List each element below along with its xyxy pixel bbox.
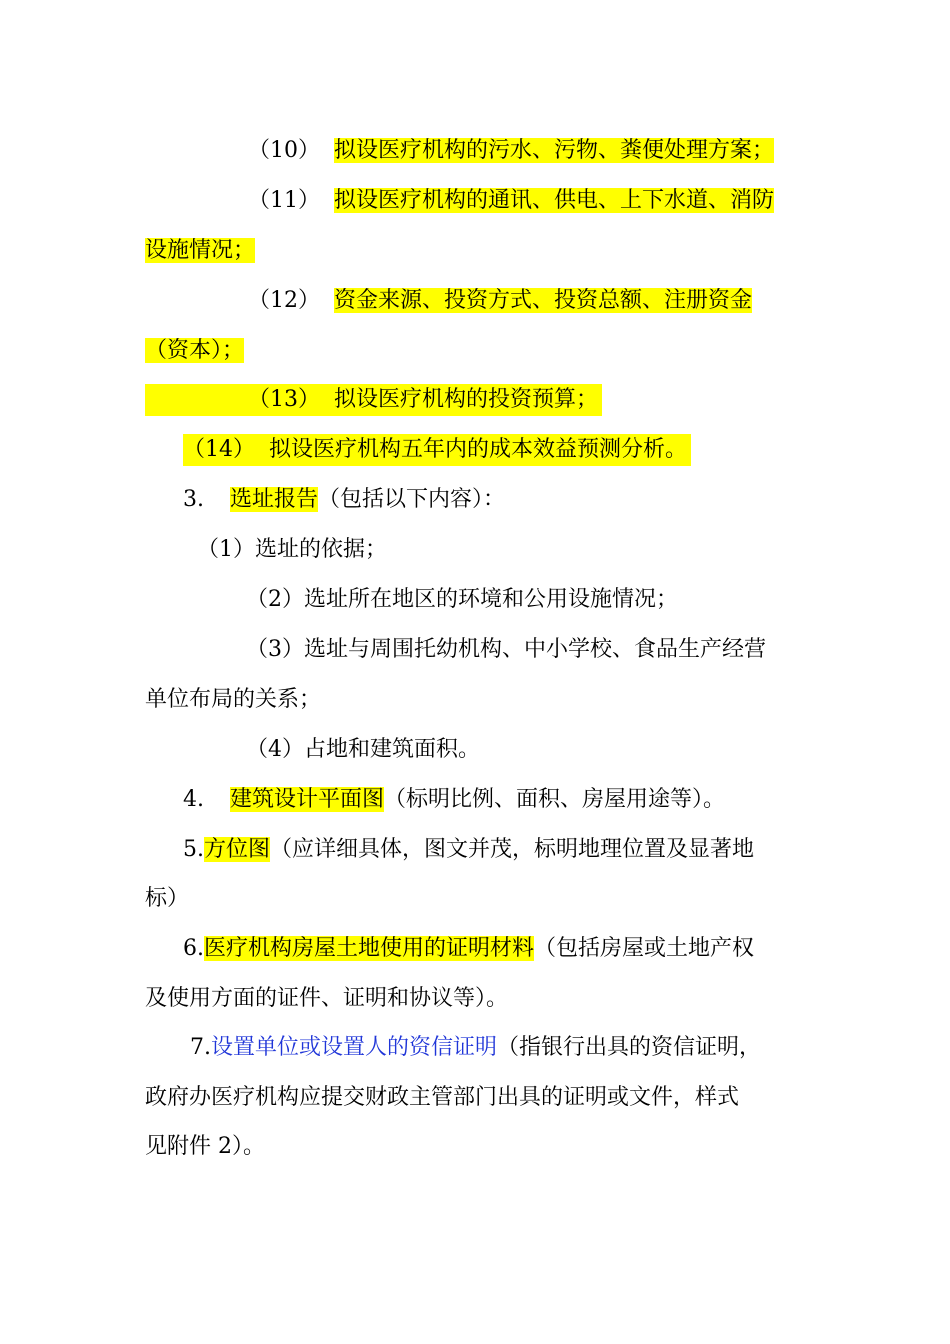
section-3-sub-2: （2）选址所在地区的环境和公用设施情况； xyxy=(246,587,678,612)
section-3-heading xyxy=(183,484,505,516)
section-title: 选址报告 xyxy=(230,487,319,512)
section-title: 设置单位或设置人的资信证明 xyxy=(211,1035,498,1060)
section-number: 4. xyxy=(183,787,204,812)
section-number: 7. xyxy=(190,1035,211,1060)
section-7-cont-2: 见附件 2）。 xyxy=(145,1134,265,1159)
item-11 xyxy=(248,185,774,217)
section-5-cont: 标） xyxy=(145,886,190,911)
section-5-heading xyxy=(183,834,754,866)
section-number: 6. xyxy=(183,936,204,961)
item-text: 资金来源、投资方式、投资总额、注册资金 xyxy=(334,288,753,313)
item-number: （13） xyxy=(248,387,320,412)
item-12-cont xyxy=(145,335,244,367)
section-text: （标明比例、面积、房屋用途等）。 xyxy=(384,787,726,812)
section-7-cont-1: 政府办医疗机构应提交财政主管部门出具的证明或文件，样式 xyxy=(145,1085,740,1110)
item-14 xyxy=(183,434,691,466)
section-title: 方位图 xyxy=(204,837,271,862)
section-7-heading xyxy=(190,1032,761,1064)
item-number: （14） xyxy=(183,437,255,462)
section-title: 建筑设计平面图 xyxy=(230,787,385,812)
section-number: 5. xyxy=(183,837,204,862)
item-12 xyxy=(248,285,752,317)
item-11-cont xyxy=(145,235,255,267)
section-6-heading xyxy=(183,933,754,965)
section-text: （包括房屋或土地产权 xyxy=(534,936,755,961)
section-text: （指银行出具的资信证明， xyxy=(497,1035,762,1060)
item-text: 设施情况； xyxy=(145,238,256,263)
section-number: 3. xyxy=(183,487,204,512)
item-text: 拟设医疗机构的污水、污物、粪便处理方案； xyxy=(334,138,775,163)
section-6-cont: 及使用方面的证件、证明和协议等）。 xyxy=(145,986,509,1011)
section-3-sub-3-cont: 单位布局的关系； xyxy=(145,687,322,712)
item-13 xyxy=(145,384,602,416)
section-text: （应详细具体，图文并茂，标明地理位置及显著地 xyxy=(270,837,755,862)
item-text: 拟设医疗机构五年内的成本效益预测分析。 xyxy=(269,437,688,462)
section-text: （包括以下内容）： xyxy=(318,487,506,512)
item-number: （10） xyxy=(248,138,320,163)
section-3-sub-3: （3）选址与周围托幼机构、中小学校、食品生产经营 xyxy=(246,637,766,662)
section-title: 医疗机构房屋土地使用的证明材料 xyxy=(204,936,535,961)
section-4-heading xyxy=(183,784,725,816)
item-number: （11） xyxy=(248,188,320,213)
section-3-sub-4: （4）占地和建筑面积。 xyxy=(246,737,480,762)
item-text: 拟设医疗机构的投资预算； xyxy=(334,387,599,412)
item-text: （资本）； xyxy=(145,338,245,363)
item-10 xyxy=(248,135,774,167)
item-number: （12） xyxy=(248,288,320,313)
item-text: 拟设医疗机构的通讯、供电、上下水道、消防 xyxy=(334,188,775,213)
section-3-sub-1: （1）选址的依据； xyxy=(197,537,387,562)
